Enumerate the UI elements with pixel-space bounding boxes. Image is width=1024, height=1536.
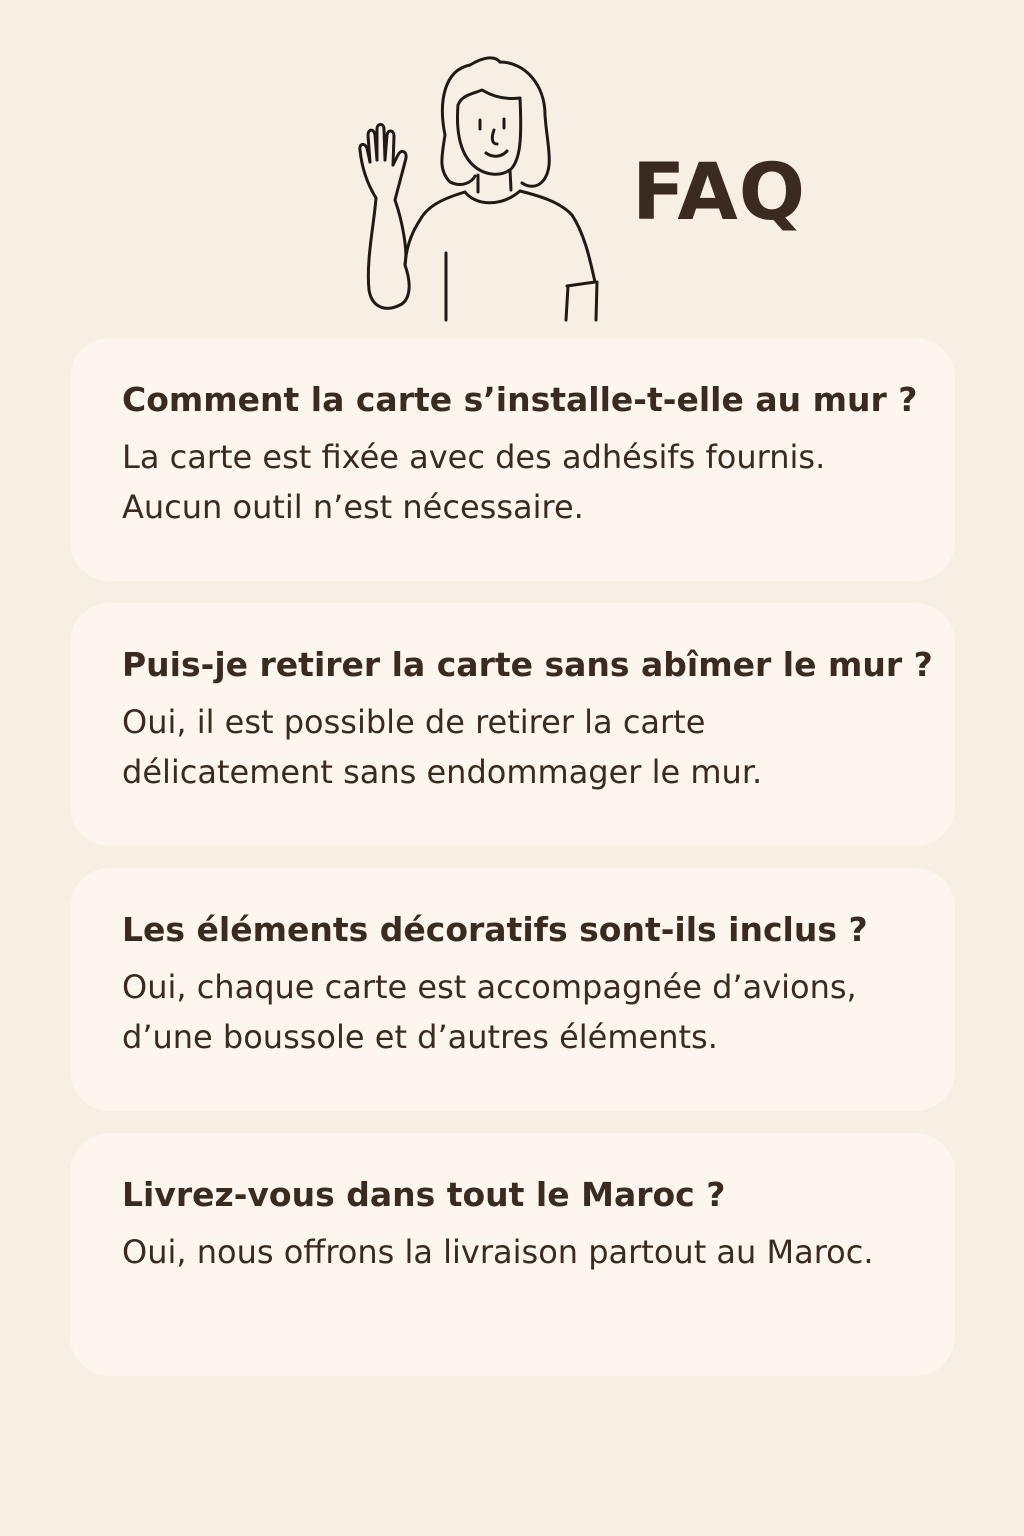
faq-item bbox=[70, 868, 955, 1111]
page-title: FAQ bbox=[632, 148, 807, 238]
faq-item bbox=[70, 338, 955, 581]
faq-item bbox=[70, 603, 955, 846]
faq-answer: Oui, nous offrons la livraison partout au Maroc. bbox=[122, 1233, 874, 1271]
faq-question: Comment la carte s’installe-t-elle au mur ? bbox=[122, 380, 918, 419]
page-header bbox=[0, 0, 1024, 330]
faq-answer: La carte est fixée avec des adhésifs fournis. Aucun outil n’est nécessaire. bbox=[122, 438, 826, 526]
faq-list bbox=[70, 338, 955, 1398]
faq-question: Puis-je retirer la carte sans abîmer le mur ? bbox=[122, 645, 933, 684]
faq-item bbox=[70, 1133, 955, 1376]
faq-question: Livrez-vous dans tout le Maroc ? bbox=[122, 1175, 726, 1214]
waving-woman-icon bbox=[350, 50, 610, 330]
faq-answer: Oui, il est possible de retirer la carte délicatement sans endommager le mur. bbox=[122, 703, 763, 791]
faq-question: Les éléments décoratifs sont-ils inclus ? bbox=[122, 910, 868, 949]
faq-answer: Oui, chaque carte est accompagnée d’avions, d’une boussole et d’autres éléments. bbox=[122, 968, 857, 1056]
